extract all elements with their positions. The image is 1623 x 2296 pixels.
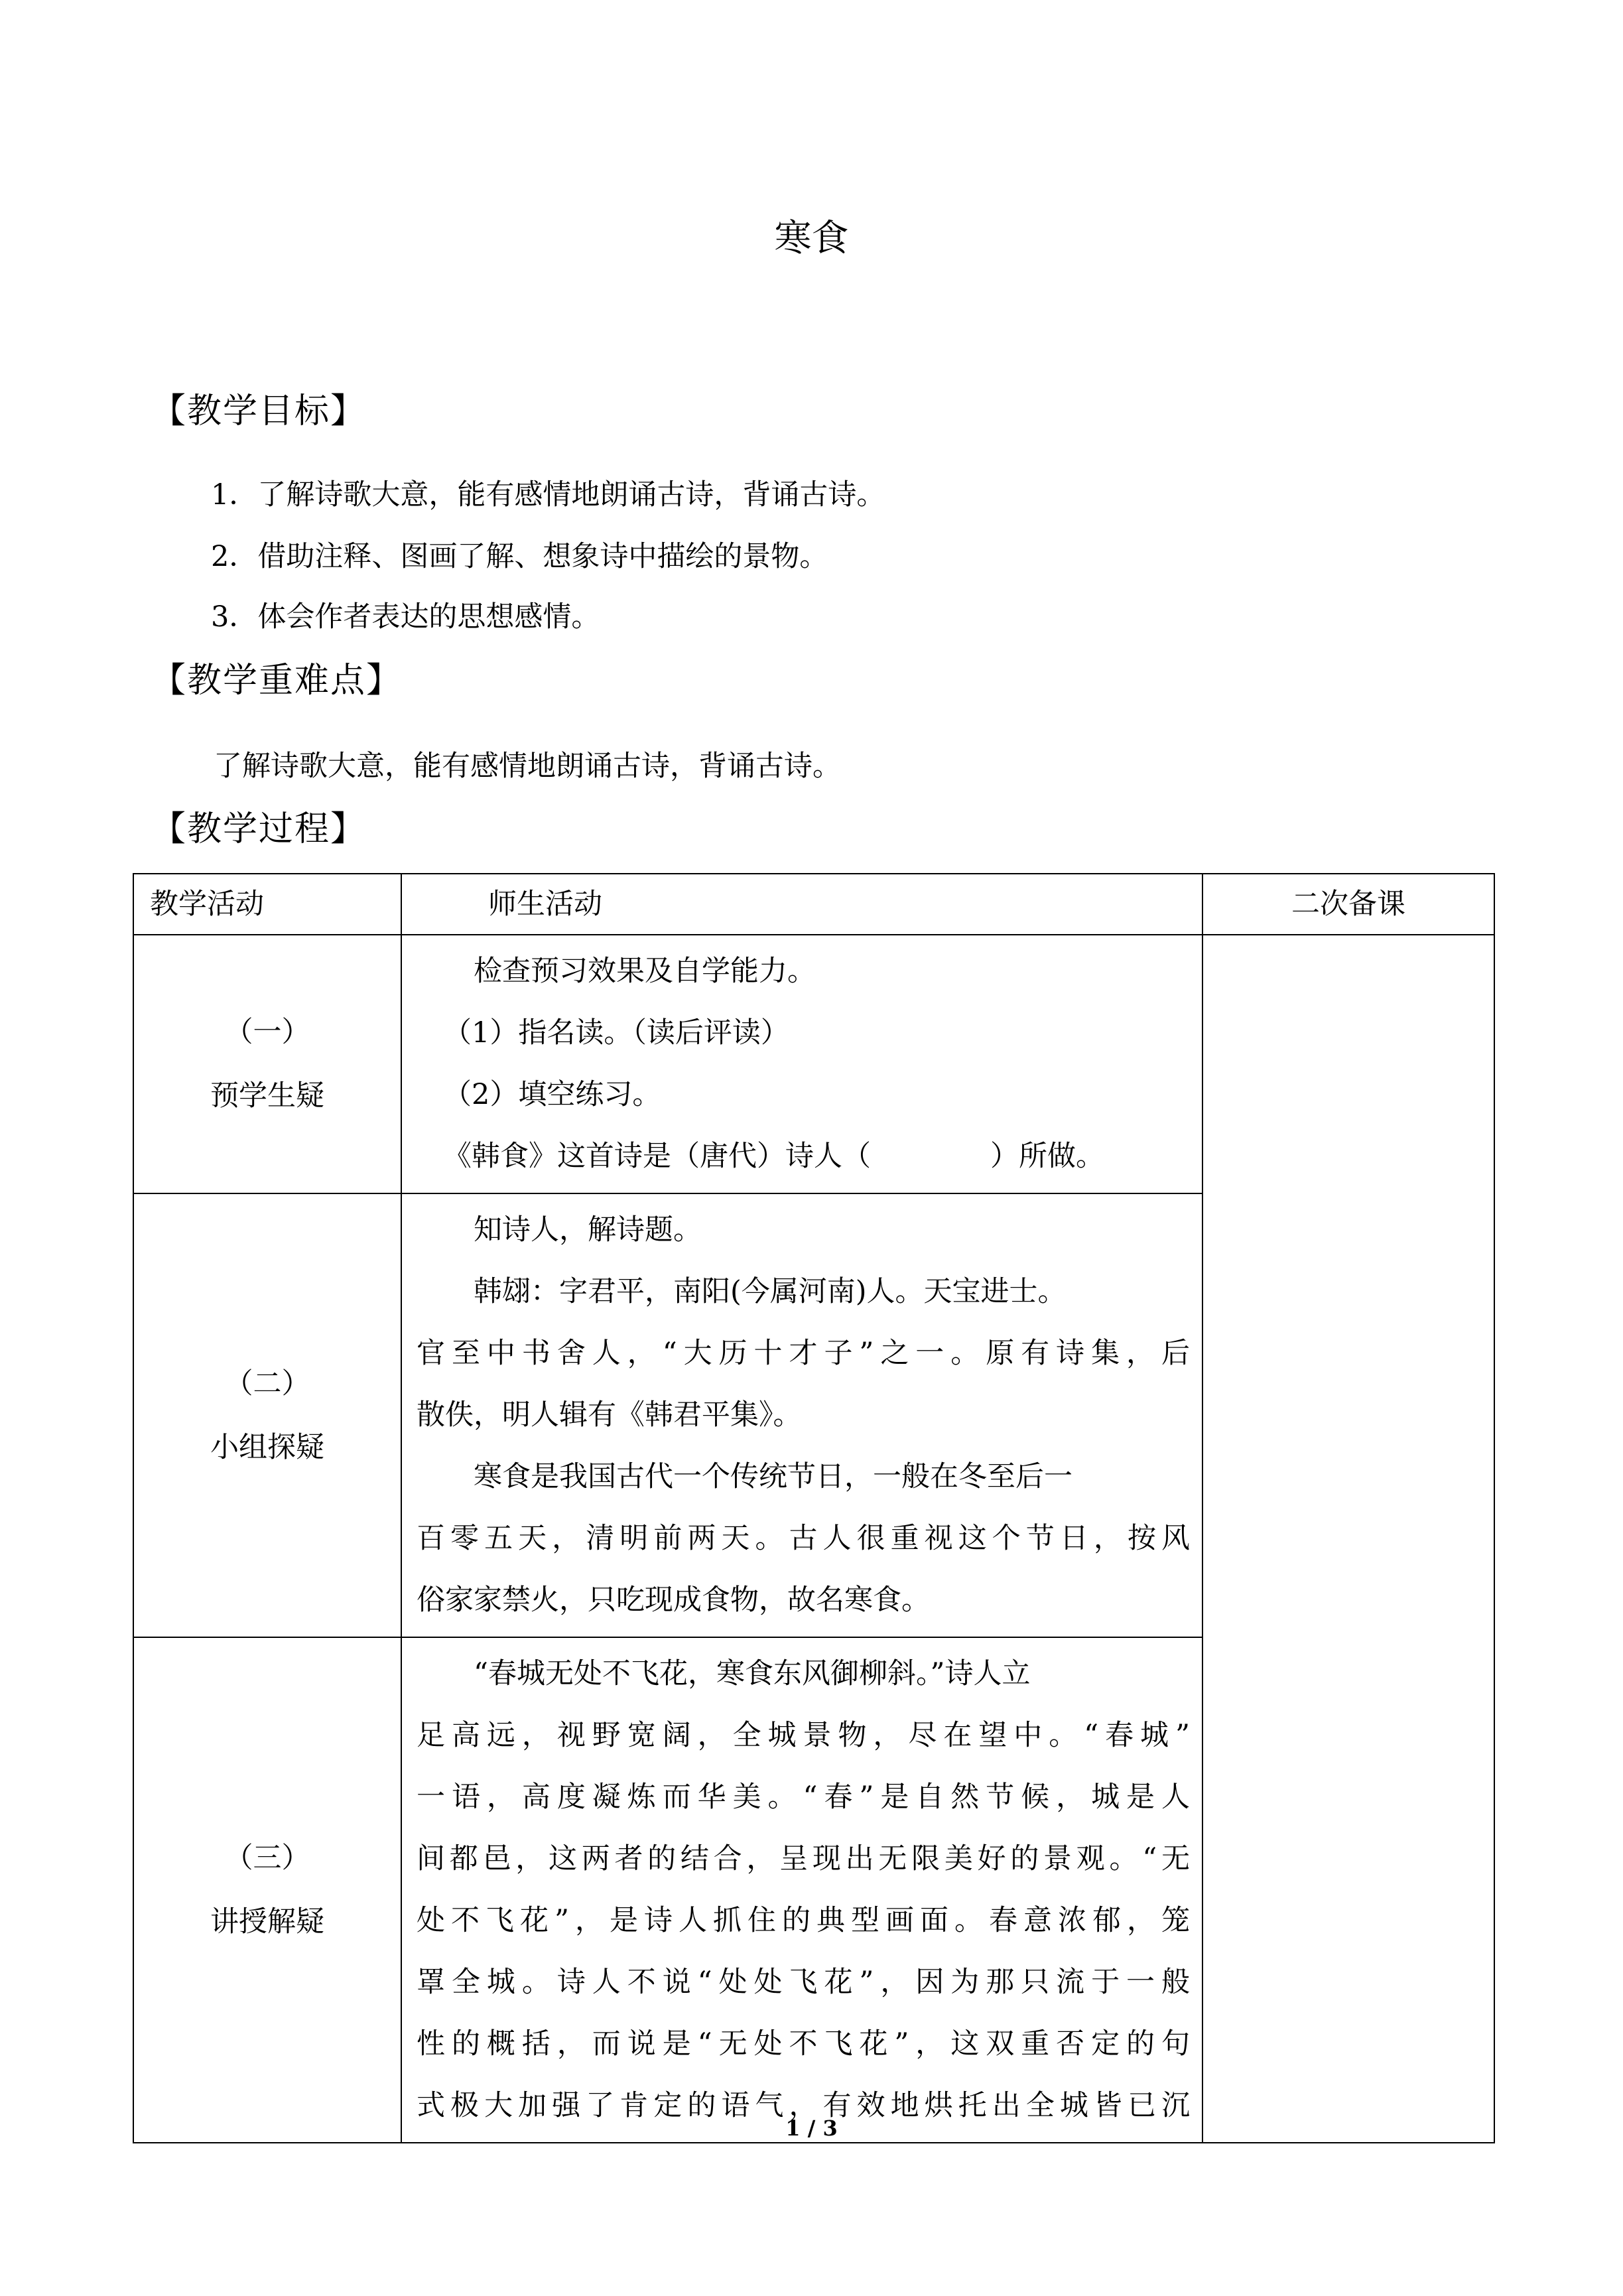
- content-line: 性的概括，而说是“无处不飞花”，这双重否定的句: [417, 2027, 1190, 2060]
- content-line: 处不飞花”，是诗人抓住的典型画面。春意浓郁，笼: [417, 1904, 1190, 1937]
- content-line: 百零五天，清明前两天。古人很重视这个节日，按风: [417, 1522, 1190, 1555]
- content-line: 足高远，视野宽阔，全城景物，尽在望中。“春城”: [417, 1719, 1190, 1752]
- stage-number: （三）: [224, 1842, 310, 1875]
- table-row: [133, 935, 1494, 1193]
- content-line: 知诗人，解诗题。: [474, 1213, 702, 1247]
- content-line: 式极大加强了肯定的语气，有效地烘托出全城皆已沉: [417, 2089, 1190, 2122]
- goal-item-1: 1．了解诗歌大意，能有感情地朗诵古诗，背诵古诗。: [211, 478, 885, 511]
- activity-content-2: [401, 1193, 1202, 1637]
- header-second-preparation: 二次备课: [1202, 874, 1494, 935]
- keypoints-heading: 【教学重难点】: [151, 661, 403, 701]
- content-line: 俗家家禁火，只吃现成食物，故名寒食。: [417, 1584, 930, 1617]
- goal-item-3: 3．体会作者表达的思想感情。: [211, 600, 600, 634]
- activity-content-1: [401, 935, 1202, 1193]
- stage-cell-1: [133, 935, 401, 1193]
- goal-item-2: 2．借助注释、图画了解、想象诗中描绘的景物。: [211, 540, 828, 573]
- content-line: 韩翃：字君平，南阳(今属河南)人。天宝进士。: [474, 1275, 1067, 1308]
- table-header-row: [133, 874, 1494, 935]
- activity-content-3: [401, 1637, 1202, 2143]
- teaching-process-table: [133, 873, 1495, 2143]
- content-line: 检查预习效果及自学能力。: [474, 955, 816, 988]
- content-line: 寒食是我国古代一个传统节日，一般在冬至后一: [474, 1460, 1072, 1493]
- content-line: （1）指名读。（读后评读）: [443, 1016, 789, 1049]
- header-teaching-activity: 教学活动: [133, 874, 401, 935]
- fill-blank-line: [417, 1126, 1190, 1187]
- stage-name: 小组探疑: [210, 1430, 324, 1464]
- stage-name: 讲授解疑: [210, 1905, 324, 1938]
- stage-name: 预学生疑: [210, 1079, 324, 1113]
- stage-cell-2: [133, 1193, 401, 1637]
- stage-number: （二）: [224, 1367, 310, 1400]
- fill-blank-suffix: ）所做。: [990, 1140, 1104, 1173]
- content-line: 官至中书舍人，“大历十才子”之一。原有诗集，后: [417, 1337, 1190, 1370]
- stage-cell-3: [133, 1637, 401, 2143]
- header-teacher-student-activity: 师生活动: [401, 874, 1202, 935]
- content-line: （2）填空练习。: [443, 1078, 661, 1111]
- goals-heading: 【教学目标】: [151, 391, 367, 431]
- content-line: 一语，高度凝炼而华美。“春”是自然节候，城是人: [417, 1781, 1190, 1814]
- content-line: “春城无处不飞花，寒食东风御柳斜。”诗人立: [474, 1657, 1031, 1690]
- content-line: 间都邑，这两者的结合，呈现出无限美好的景观。“无: [417, 1842, 1190, 1875]
- page-title: 寒食: [774, 217, 849, 260]
- process-heading: 【教学过程】: [151, 809, 367, 849]
- fill-blank-prompt: 《韩食》这首诗是（唐代）诗人（: [443, 1140, 871, 1173]
- keypoints-text: 了解诗歌大意，能有感情地朗诵古诗，背诵古诗。: [214, 750, 841, 783]
- second-preparation-cell: [1202, 935, 1494, 2143]
- content-line: 罩全城。诗人不说“处处飞花”，因为那只流于一般: [417, 1966, 1190, 1999]
- page-indicator: 1 / 3: [785, 2116, 838, 2141]
- content-line: 散佚，明人辑有《韩君平集》。: [417, 1398, 802, 1432]
- stage-number: （一）: [224, 1016, 310, 1049]
